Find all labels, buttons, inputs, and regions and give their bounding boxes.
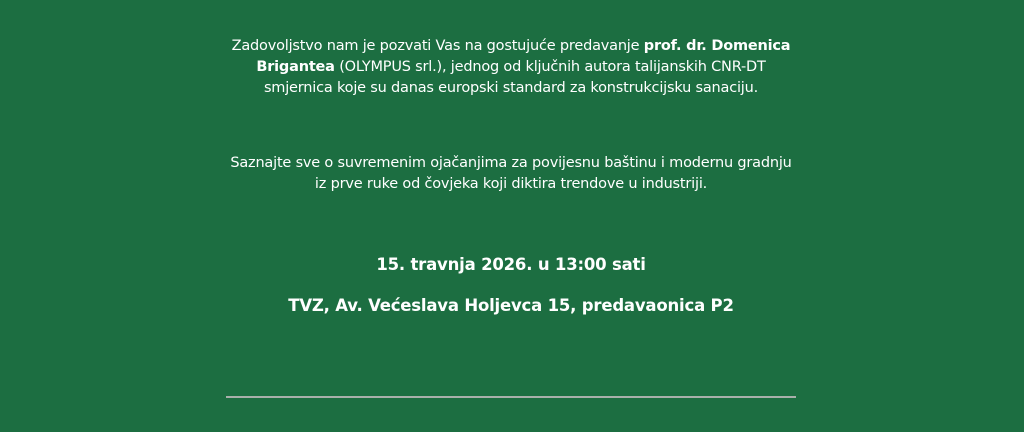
intro-text-after: (OLYMPUS srl.), jednog od ključnih autora talijanskih CNR-DT smjernica koje su danas europski standard za konstrukcijsku sanaciju. (263, 59, 766, 96)
teaser-paragraph: Saznajte sve o suvremenim ojačanjima za povijesnu baštinu i modernu gradnju iz prve ruke od čovjeka koji diktira trendove u industriji. (230, 155, 792, 192)
event-datetime: 15. travnja 2026. u 13:00 sati (376, 255, 646, 274)
intro-paragraph (226, 36, 796, 99)
event-location: TVZ, Av. Većeslava Holjevca 15, predavaonica P2 (288, 296, 734, 315)
intro-text-before: Zadovoljstvo nam je pozvati Vas na gostujuće predavanje (231, 38, 644, 54)
divider (226, 396, 796, 398)
speaker-name: prof. dr. Domenica Brigantea (256, 38, 791, 75)
